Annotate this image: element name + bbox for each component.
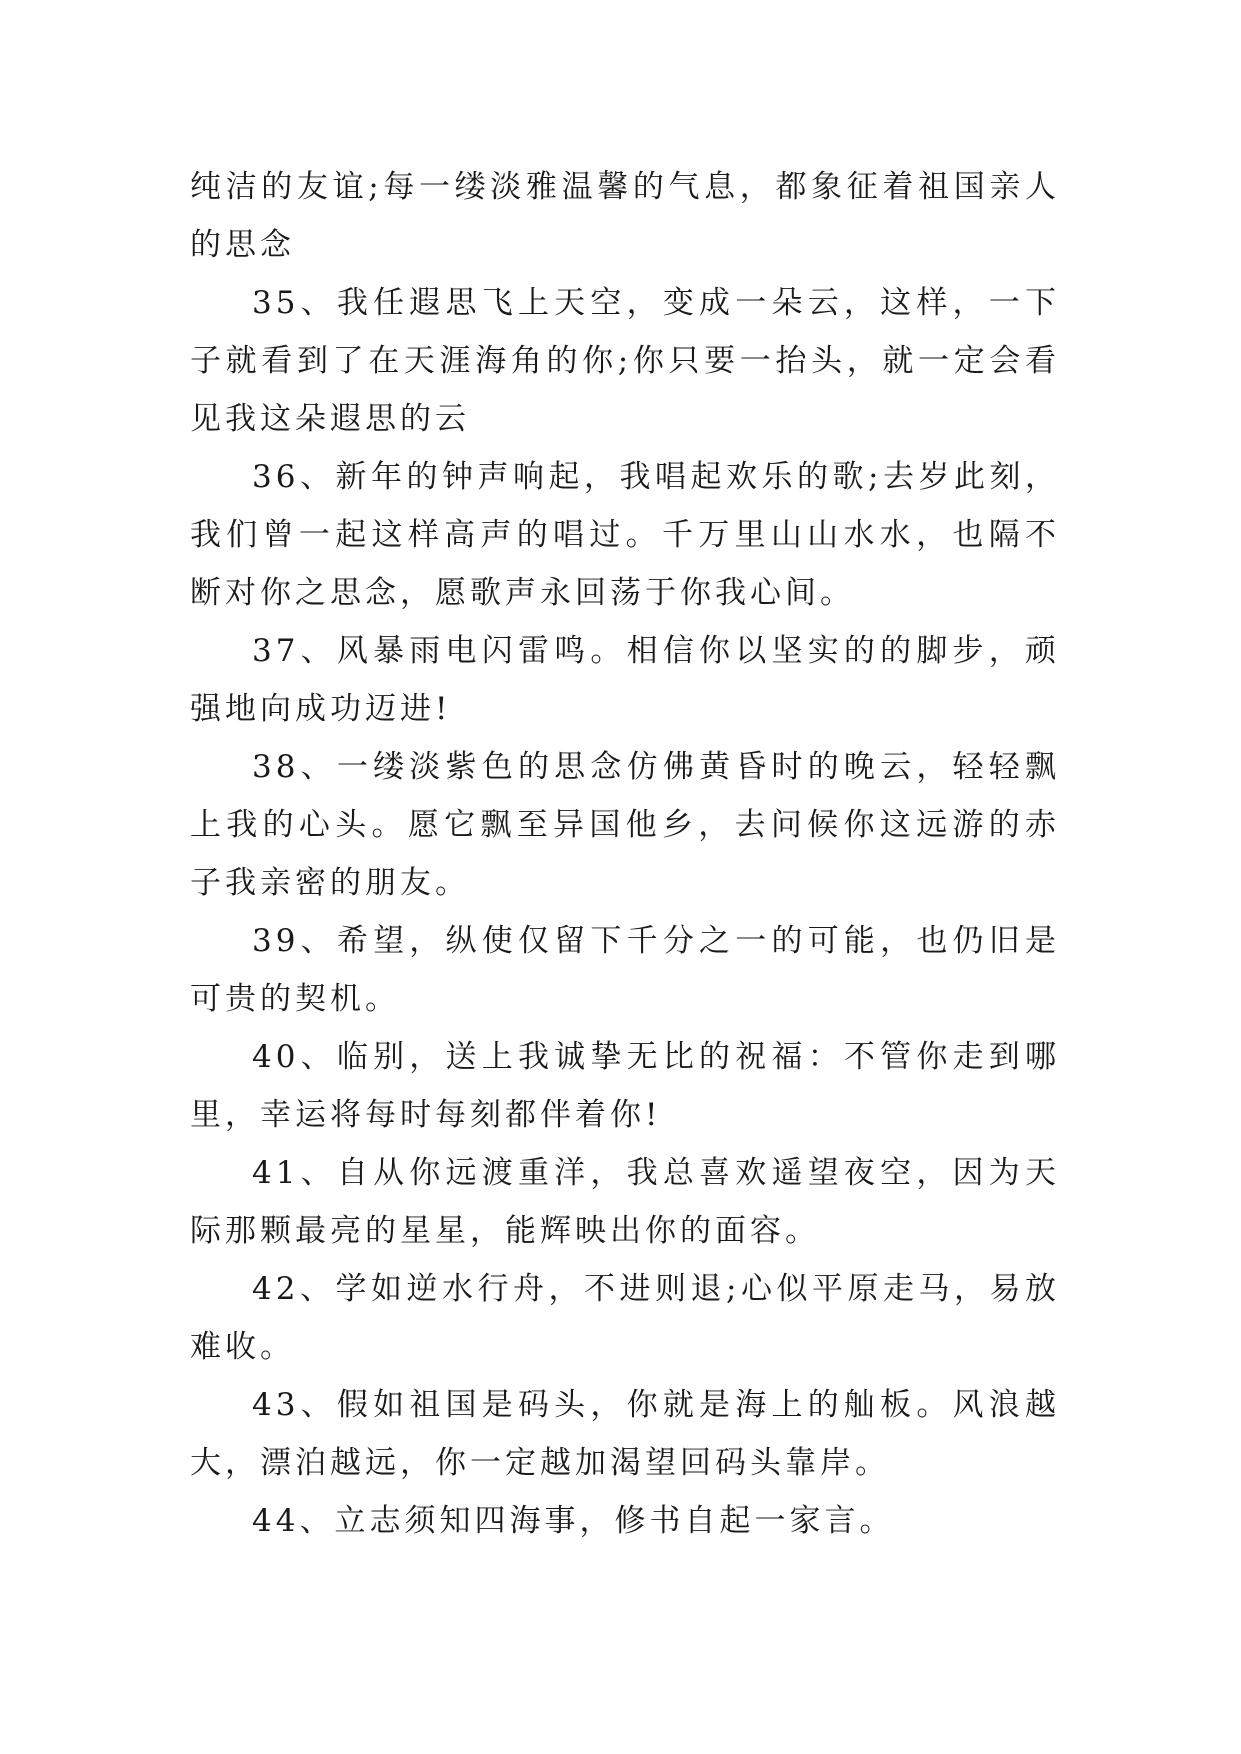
paragraph-37: 37、风暴雨电闪雷鸣。相信你以坚实的的脚步，顽强地向成功迈进!	[190, 633, 1060, 727]
paragraph-42: 42、学如逆水行舟，不进则退;心似平原走马，易放难收。	[190, 1271, 1060, 1365]
paragraph-43: 43、假如祖国是码头，你就是海上的舢板。风浪越大，漂泊越远，你一定越加渴望回码头靠岸。	[190, 1387, 1060, 1481]
paragraph-44: 44、立志须知四海事，修书自起一家言。	[252, 1503, 895, 1539]
paragraph-41: 41、自从你远渡重洋，我总喜欢遥望夜空，因为天际那颗最亮的星星，能辉映出你的面容。	[190, 1155, 1060, 1249]
paragraph-35: 35、我任遐思飞上天空，变成一朵云，这样，一下子就看到了在天涯海角的你;你只要一抬头，就一定会看见我这朵遐思的云	[190, 285, 1060, 437]
paragraph-38: 38、一缕淡紫色的思念仿佛黄昏时的晚云，轻轻飘上我的心头。愿它飘至异国他乡，去问候你这远游的赤子我亲密的朋友。	[190, 749, 1060, 901]
paragraph-36: 36、新年的钟声响起，我唱起欢乐的歌;去岁此刻，我们曾一起这样高声的唱过。千万里山山水水，也隔不断对你之思念，愿歌声永回荡于你我心间。	[190, 459, 1060, 611]
paragraph-continuation: 纯洁的友谊;每一缕淡雅温馨的气息，都象征着祖国亲人的思念	[190, 169, 1060, 263]
paragraph-40: 40、临别，送上我诚挚无比的祝福：不管你走到哪里，幸运将每时每刻都伴着你!	[190, 1039, 1060, 1133]
document-body	[190, 158, 1060, 1550]
paragraph-39: 39、希望，纵使仅留下千分之一的可能，也仍旧是可贵的契机。	[190, 923, 1060, 1017]
